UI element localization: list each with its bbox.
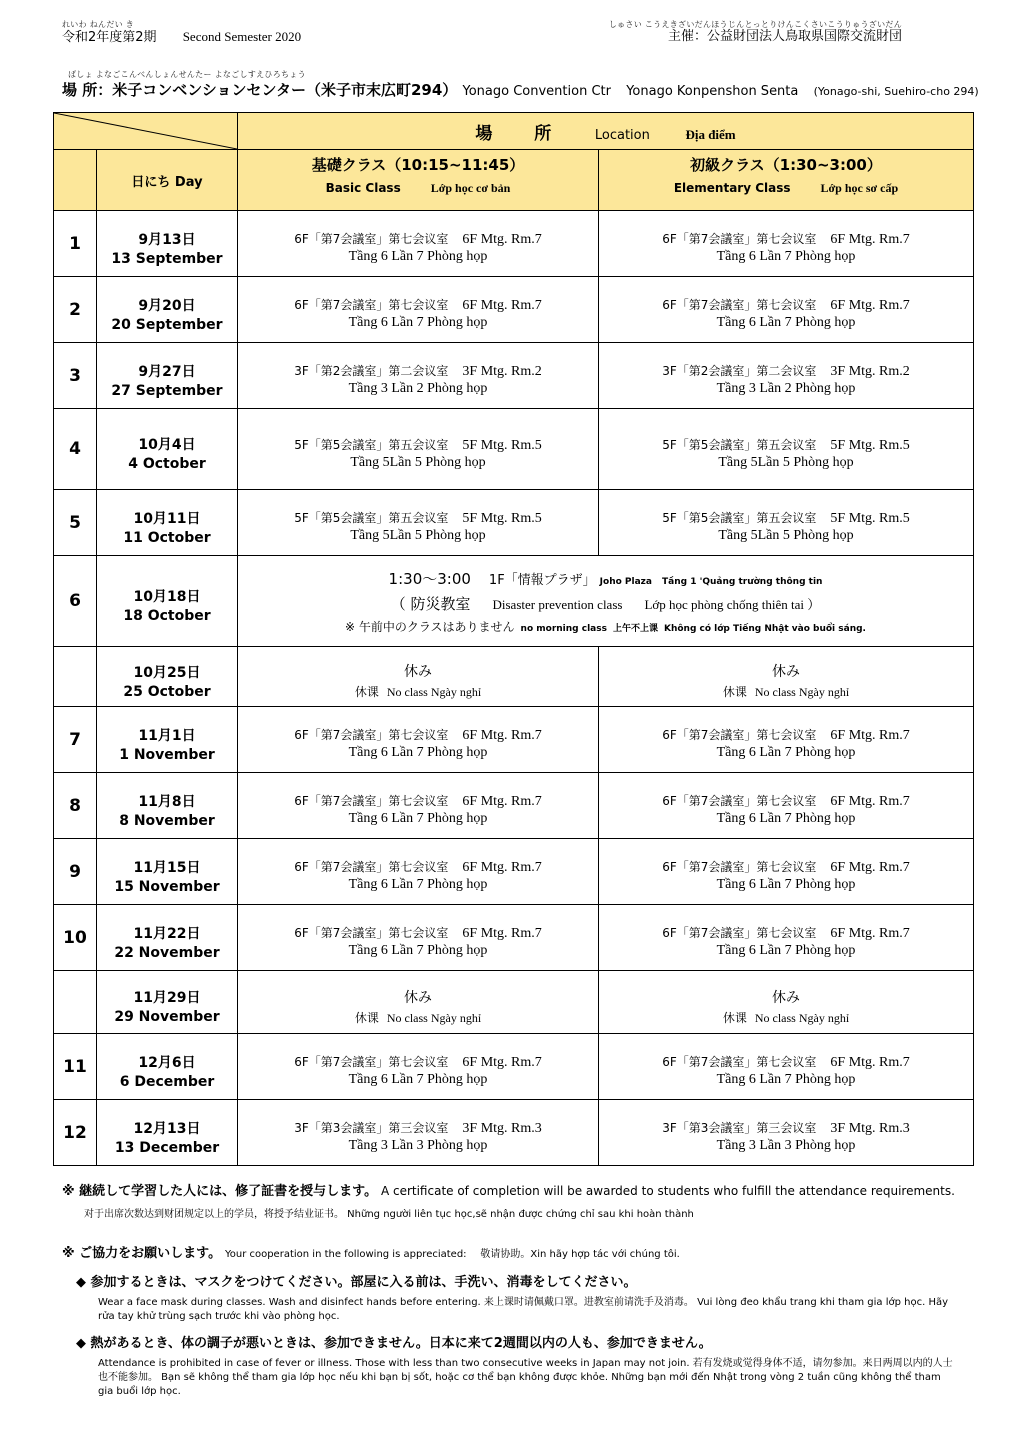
special-note-zh: 上午不上课 [612,623,658,634]
room-furigana [599,850,973,858]
table-row [54,647,974,707]
date-furigana [97,221,237,229]
date-en: 22 November [114,944,220,961]
schedule-body [54,211,974,1166]
holiday-furigana [238,979,598,987]
holiday-label: 休み [772,664,800,680]
room-vi: Tầng 6 Lần 7 Phòng họp [716,249,856,264]
room-jp: 6F「第7会議室」第七会议室 [662,298,817,312]
organizer-furigana: しゅさい こうえきざいだんほうじんとっとりけんこくさいこうりゅうざいだん [608,20,902,29]
room-vi: Tầng 6 Lần 7 Phòng họp [348,943,488,958]
special-class-jp: （ 防災教室 [390,594,471,613]
table-row [54,211,974,277]
venue-furigana: ばしょ よなごこんべんしょんせんたー よなごしすえひろちょう [68,70,306,79]
date-jp: 10月18日 [133,589,201,605]
basic-room-cell [238,707,599,773]
basic-room-cell [238,773,599,839]
room-jp: 6F「第7会議室」第七会议室 [294,232,449,246]
date-jp: 11月22日 [133,925,201,942]
special-class-vi: Lớp học phòng chống thiên tai ） [644,596,821,612]
room-en: 6F Mtg. Rm.7 [830,298,910,313]
room-vi: Tầng 6 Lần 7 Phòng họp [716,745,856,760]
holiday-label: 休み [404,989,432,1006]
room-vi: Tầng 6 Lần 7 Phòng họp [716,877,856,892]
elementary-class-header: 初級クラス（1:30~3:00） Elementary Class Lớp học sơ cấp [599,150,974,211]
cooperation-note: ※ ご協力をお願いします。 Your cooperation in the following is appreciated: 敬请协助。Xin hãy hợp tác với chúng tôi. [62,1246,680,1261]
table-row [54,490,974,556]
special-place-vi: Tầng 1 'Quảng trường thông tin [662,576,823,587]
date-jp: 11月15日 [133,859,201,876]
room-furigana [599,501,973,509]
holiday-furigana [599,653,973,661]
date-cell [97,277,238,343]
venue-line [62,70,979,100]
holiday-detail [238,1009,598,1026]
room-en: 6F Mtg. Rm.7 [462,794,542,809]
room-vi: Tầng 6 Lần 7 Phòng họp [716,811,856,826]
date-jp: 11月1日 [138,727,196,744]
room-line-1 [238,296,598,314]
room-vi: Tầng 6 Lần 7 Phòng họp [348,745,488,760]
holiday-detail [238,683,598,700]
room-en: 6F Mtg. Rm.7 [462,298,542,313]
basic-room-cell [238,1034,599,1100]
room-vi: Tầng 5Lần 5 Phòng họp [718,528,854,543]
room-jp: 5F「第5会議室」第五会议室 [662,511,817,525]
holiday-detail-en: No class Ngày nghỉ [754,1010,850,1025]
date-en: 11 October [123,529,211,546]
room-vi: Tầng 6 Lần 7 Phòng họp [348,249,488,264]
room-line-1 [238,436,598,454]
room-line-1 [599,1119,973,1137]
row-number: 2 [54,277,97,343]
holiday-detail-jp: 休课 [722,685,747,699]
room-en: 3F Mtg. Rm.3 [462,1121,542,1136]
date-jp: 10月25日 [133,664,201,681]
room-line-1 [238,362,598,380]
basic-room-cell [238,905,599,971]
date-jp: 12月6日 [138,1054,196,1071]
date-cell [97,839,238,905]
room-furigana [599,354,973,362]
date-cell [97,409,238,490]
date-en: 6 December [119,1073,215,1090]
room-jp: 6F「第7会議室」第七会议室 [294,926,449,940]
room-furigana [238,428,598,436]
special-line-2 [238,593,973,614]
table-row [54,971,974,1034]
basic-room-cell [238,211,599,277]
holiday-cell [238,647,599,707]
date-jp: 9月20日 [138,297,196,314]
holiday-cell [599,971,974,1034]
special-line-3 [238,618,973,635]
room-vi: Tầng 5Lần 5 Phòng họp [350,454,486,470]
mask-rule-desc: Wear a face mask during classes. Wash and disinfect hands before entering. 来上课时请佩戴口罩。进教室前请洗手及消毒。 Vui lòng đeo khẩu trang khi tham gia lớp học. Hãy rửa tay khử trùng sạch trước khi vào phòng học. [98,1297,949,1322]
room-line-1 [599,1053,973,1071]
page-header-left [62,20,482,46]
date-jp: 9月27日 [138,363,196,380]
basic-room-cell [238,1100,599,1166]
room-jp: 6F「第7会議室」第七会议室 [294,1055,449,1069]
room-vi: Tầng 3 Lần 3 Phòng họp [716,1138,856,1153]
room-jp: 6F「第7会議室」第七会议室 [662,1055,817,1069]
room-line-1 [599,230,973,248]
notes-section [62,1180,962,1399]
room-furigana [599,1111,973,1119]
table-row [54,773,974,839]
room-vi: Tầng 6 Lần 7 Phòng họp [716,943,856,958]
date-cell [97,971,238,1034]
date-furigana [97,426,237,434]
special-class-en: Disaster prevention class [492,596,623,612]
room-jp: 6F「第7会議室」第七会议室 [662,860,817,874]
date-cell [97,1100,238,1166]
date-furigana [97,287,237,295]
room-en: 6F Mtg. Rm.7 [462,860,542,875]
venue-en: Yonago Convention Ctr [462,84,611,99]
date-en: 1 November [119,746,215,763]
venue-romaji: Yonago Konpenshon Senta [626,84,799,99]
special-place-jp: 1F「情報プラザ」 [488,572,596,588]
row-number: 5 [54,490,97,556]
num-header [54,150,97,211]
table-row [54,277,974,343]
date-jp: 11月8日 [138,793,196,810]
table-row [54,409,974,490]
fiscal-term: 令和2年度第2期 [62,30,157,45]
elementary-room-cell [599,211,974,277]
room-furigana [599,428,973,436]
room-vi: Tầng 6 Lần 7 Phòng họp [348,877,488,892]
date-en: 13 December [114,1139,220,1156]
row-number: 3 [54,343,97,409]
date-cell [97,773,238,839]
basic-room-cell [238,490,599,556]
date-cell [97,490,238,556]
row-number: 7 [54,707,97,773]
room-vi: Tầng 3 Lần 3 Phòng họp [348,1138,488,1153]
room-jp: 6F「第7会議室」第七会议室 [662,232,817,246]
diagonal-line-icon [54,113,237,149]
elementary-room-cell [599,1034,974,1100]
date-furigana [97,783,237,791]
date-jp: 11月29日 [133,990,201,1006]
room-en: 5F Mtg. Rm.5 [830,511,910,526]
holiday-cell [599,647,974,707]
row-number: 6 [54,556,97,647]
date-en: 8 November [119,812,215,829]
holiday-detail [599,683,973,700]
holiday-detail-jp: 休课 [722,1010,747,1025]
room-vi: Tầng 5Lần 5 Phòng họp [350,528,486,543]
room-vi: Tầng 6 Lần 7 Phòng họp [348,315,488,330]
corner-cell [54,113,238,150]
room-line-1 [599,924,973,942]
room-jp: 3F「第3会議室」第三会议室 [662,1121,817,1135]
room-furigana [238,784,598,792]
room-jp: 5F「第5会議室」第五会议室 [662,437,817,452]
special-place-en: Joho Plaza [599,576,652,587]
certificate-note: ※ 継続して学習した人には、修了証書を授与します。 A certificate of completion will be awarded to students who fulfill the attendance requirements. [62,1184,955,1199]
room-en: 6F Mtg. Rm.7 [830,728,910,743]
special-event-cell [238,556,974,647]
room-vi: Tầng 6 Lần 7 Phòng họp [716,1072,856,1087]
room-vi: Tầng 6 Lần 7 Phòng họp [348,811,488,826]
semester-label: Second Semester 2020 [182,29,302,44]
room-line-1 [238,230,598,248]
table-row [54,1100,974,1166]
room-line-1 [238,726,598,744]
row-number: 11 [54,1034,97,1100]
room-en: 6F Mtg. Rm.7 [830,1055,910,1070]
date-jp: 10月4日 [138,437,196,453]
table-row [54,905,974,971]
room-furigana [599,222,973,230]
row-number: 1 [54,211,97,277]
table-row [54,839,974,905]
elementary-room-cell [599,277,974,343]
holiday-furigana [599,979,973,987]
room-en: 3F Mtg. Rm.3 [830,1121,910,1136]
room-en: 5F Mtg. Rm.5 [830,437,910,453]
room-vi: Tầng 6 Lần 7 Phòng họp [348,1072,488,1087]
room-jp: 6F「第7会議室」第七会议室 [294,860,449,874]
room-en: 6F Mtg. Rm.7 [830,232,910,247]
holiday-detail-jp: 休课 [354,685,379,699]
date-cell [97,905,238,971]
date-furigana [97,717,237,725]
date-en: 20 September [111,316,223,333]
date-en: 4 October [128,456,206,472]
date-en: 29 November [114,1009,220,1025]
page-header-right [609,20,902,45]
row-number: 4 [54,409,97,490]
date-furigana [97,1110,237,1118]
organizer: 主催：公益財団法人鳥取県国際交流財団 [667,29,902,44]
date-jp: 12月13日 [133,1120,201,1137]
room-en: 6F Mtg. Rm.7 [830,794,910,809]
date-en: 15 November [114,878,220,895]
room-furigana [599,1045,973,1053]
room-jp: 6F「第7会議室」第七会议室 [662,728,817,742]
holiday-label: 休み [404,664,432,680]
elementary-room-cell [599,343,974,409]
room-furigana [599,916,973,924]
date-furigana [97,915,237,923]
date-furigana [97,654,237,662]
date-furigana [97,353,237,361]
room-en: 6F Mtg. Rm.7 [462,1055,542,1070]
room-furigana [238,1045,598,1053]
room-en: 6F Mtg. Rm.7 [462,926,542,941]
room-vi: Tầng 5Lần 5 Phòng họp [718,454,854,470]
room-line-1 [238,509,598,527]
holiday-detail-en: No class Ngày nghỉ [386,1010,482,1025]
special-line-1 [238,568,973,589]
basic-room-cell [238,343,599,409]
room-furigana [238,288,598,296]
date-cell [97,343,238,409]
room-furigana [238,222,598,230]
basic-room-cell [238,839,599,905]
holiday-detail-jp: 休课 [354,1010,379,1025]
elementary-room-cell [599,905,974,971]
room-vi: Tầng 6 Lần 7 Phòng họp [716,315,856,330]
date-cell [97,647,238,707]
room-en: 3F Mtg. Rm.2 [830,364,910,379]
room-jp: 6F「第7会議室」第七会议室 [294,298,449,312]
date-cell [97,211,238,277]
date-furigana [97,578,237,586]
date-furigana [97,979,237,987]
venue-jp: 場 所：米子コンベンションセンター（米子市末広町294） [62,81,458,99]
special-note-vi: Không có lớp Tiếng Nhật vào buổi sáng. [663,623,866,634]
room-jp: 3F「第2会議室」第二会议室 [662,364,817,378]
basic-room-cell [238,409,599,490]
room-line-1 [238,792,598,810]
room-line-1 [599,362,973,380]
date-cell [97,707,238,773]
room-line-1 [238,1053,598,1071]
mask-rule: ◆ 参加するときは、マスクをつけてください。部屋に入る前は、手洗い、消毒をしてください。 [76,1275,637,1290]
room-en: 6F Mtg. Rm.7 [462,728,542,743]
room-jp: 5F「第5会議室」第五会议室 [294,511,449,525]
room-furigana [238,916,598,924]
elementary-room-cell [599,490,974,556]
elementary-room-cell [599,1100,974,1166]
room-vi: Tầng 3 Lần 2 Phòng họp [716,381,856,396]
room-jp: 6F「第7会議室」第七会议室 [662,926,817,940]
special-note-jp: ※ 午前中のクラスはありません [345,619,515,634]
room-furigana [599,288,973,296]
holiday-furigana [238,653,598,661]
table-row [54,343,974,409]
table-row [54,707,974,773]
room-line-1 [238,1119,598,1137]
room-jp: 3F「第2会議室」第二会议室 [294,364,449,378]
holiday-detail-en: No class Ngày nghỉ [754,685,850,699]
holiday-detail-en: No class Ngày nghỉ [386,685,482,699]
elementary-room-cell [599,707,974,773]
holiday-cell [238,971,599,1034]
room-line-1 [238,858,598,876]
room-en: 6F Mtg. Rm.7 [830,926,910,941]
room-jp: 3F「第3会議室」第三会议室 [294,1121,449,1135]
special-time: 1:30～3:00 [388,569,471,588]
room-en: 5F Mtg. Rm.5 [462,511,542,526]
date-furigana [97,1044,237,1052]
holiday-label: 休み [772,989,800,1006]
elementary-room-cell [599,773,974,839]
location-header: 場 所 Location Địa điểm [238,113,974,150]
row-number [54,647,97,707]
date-furigana [97,849,237,857]
room-line-1 [599,726,973,744]
room-furigana [238,354,598,362]
room-furigana [238,501,598,509]
header-furigana: れいわ ねんだい き [62,20,135,29]
date-jp: 9月13日 [138,231,196,248]
elementary-room-cell [599,409,974,490]
date-cell [97,1034,238,1100]
row-number [54,971,97,1034]
room-line-1 [599,509,973,527]
room-vi: Tầng 3 Lần 2 Phòng họp [348,381,488,396]
table-row [54,556,974,647]
illness-rule-desc: Attendance is prohibited in case of fever or illness. Those with less than two consecutive weeks in Japan may not join. 若有发烧或觉得身体不适，请勿参加。来日两周以内的人士也不能参加。 Bạn sẽ không thể tham gia lớp học nếu khi bạn bị sốt, hoặc cơ thể bạn không được khỏe. Những bạn mới đến Nhật trong vòng 2 tuần cũng không thể tham gia buổi lớp học. [98,1358,953,1397]
room-jp: 6F「第7会議室」第七会议室 [662,794,817,808]
holiday-detail [599,1009,973,1026]
row-number: 12 [54,1100,97,1166]
room-furigana [599,718,973,726]
special-note-en: no morning class [520,623,607,634]
date-furigana [97,500,237,508]
date-en: 25 October [123,683,211,700]
illness-rule: ◆ 熱があるとき、体の調子が悪いときは、参加できません。日本に来て2週間以内の人も、参加できません。 [76,1336,712,1351]
room-furigana [599,784,973,792]
basic-room-cell [238,277,599,343]
room-line-1 [238,924,598,942]
row-number: 10 [54,905,97,971]
schedule-table [53,112,974,1166]
certificate-note-sub: 对于出席次数达到财团规定以上的学员，将授予结业证书。 Những người liên tục học,sẽ nhận được chứng chỉ sau khi hoàn thành [84,1209,694,1220]
room-line-1 [599,792,973,810]
room-en: 5F Mtg. Rm.5 [462,437,542,453]
day-header: 日にち Day [97,150,238,211]
date-en: 27 September [111,382,223,399]
venue-address: (Yonago-shi, Suehiro-cho 294) [813,85,979,98]
elementary-room-cell [599,839,974,905]
basic-class-header: 基礎クラス（10:15~11:45） Basic Class Lớp học cơ bản [238,150,599,211]
date-en: 18 October [123,608,211,624]
room-furigana [238,850,598,858]
room-jp: 6F「第7会議室」第七会议室 [294,794,449,808]
room-en: 6F Mtg. Rm.7 [462,232,542,247]
room-furigana [238,718,598,726]
room-line-1 [599,296,973,314]
room-en: 3F Mtg. Rm.2 [462,364,542,379]
room-en: 6F Mtg. Rm.7 [830,860,910,875]
room-jp: 5F「第5会議室」第五会议室 [294,437,449,452]
room-line-1 [599,436,973,454]
date-jp: 10月11日 [133,510,201,527]
table-row [54,1034,974,1100]
date-cell [97,556,238,647]
room-furigana [238,1111,598,1119]
room-jp: 6F「第7会議室」第七会议室 [294,728,449,742]
room-line-1 [599,858,973,876]
row-number: 9 [54,839,97,905]
row-number: 8 [54,773,97,839]
date-en: 13 September [111,250,223,267]
